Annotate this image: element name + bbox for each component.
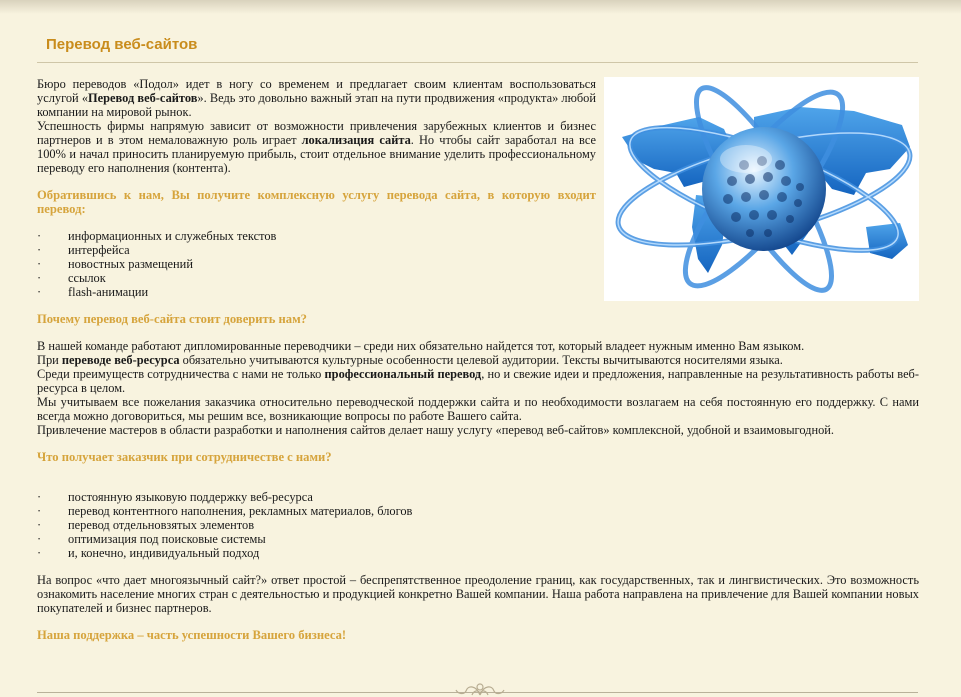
section-heading-benefits: Что получает заказчик при сотрудничестве с нами? (37, 450, 332, 464)
list-item: · flash-анимации (37, 285, 919, 299)
intro-paragraph-2: Успешность фирмы напрямую зависит от возможности привлечения зарубежных клиентов и бизнес партнеров и в этом немаловажную роль играет локализация сайта. Но чтобы сайт заработал на все 100% и начал приносить планируемую прибыль, стоит отдельное внимание уделить профессиональному переводу его наполнения (контента). (37, 119, 596, 175)
ornament-icon (452, 681, 508, 697)
list-item: · перевод контентного наполнения, рекламных материалов, блогов (37, 504, 919, 518)
why-paragraph-4: Мы учитываем все пожелания заказчика относительно переводческой поддержки сайта и по необходимости возлагаем на себя постоянную его поддержку. С нами всегда можно договориться, мы решим все, возникающие вопросы по работе Вашего сайта. (37, 395, 919, 423)
list-item: · ссылок (37, 271, 919, 285)
why-paragraph-3: Среди преимуществ сотрудничества с нами не только профессиональный перевод, но и свежие идеи и предложения, направленные на результативность работы веб-ресурса в целом. (37, 367, 919, 395)
list-item: · и, конечно, индивидуальный подход (37, 546, 919, 560)
list-item: · информационных и служебных текстов (37, 229, 919, 243)
intro-paragraph-1: Бюро переводов «Подол» идет в ногу со временем и предлагает своим клиентам воспользоваться услугой «Перевод веб-сайтов». Ведь это довольно важный этап на пути продвижения «продукта» любой компании на мировой рынок. (37, 77, 596, 119)
benefits-list (37, 490, 919, 560)
top-shadow (0, 0, 961, 14)
article-body (37, 77, 919, 642)
multilingual-paragraph: На вопрос «что дает многоязычный сайт?» ответ простой – беспрепятственное преодоление границ, как государственных, так и лингвистических. Это возможность ознакомить население многих стран с деятельностью и продукцией конкретно Вашей компании. Наша работа направлена на привлечение для Вашей компании новых покупателей и бизнес партнеров. (37, 573, 919, 615)
list-item: · постоянную языковую поддержку веб-ресурса (37, 490, 919, 504)
list-item: · новостных размещений (37, 257, 919, 271)
closing-heading: Наша поддержка – часть успешности Вашего бизнеса! (37, 628, 347, 642)
services-list (37, 229, 919, 299)
page-title: Перевод веб-сайтов (46, 36, 198, 53)
list-item: · перевод отдельновзятых элементов (37, 518, 919, 532)
section-heading-why-us: Почему перевод веб-сайта стоит доверить нам? (37, 312, 307, 326)
intro-emphasis-1: Перевод веб-сайтов (88, 91, 198, 105)
why-emphasis-2: профессиональный перевод (324, 367, 482, 381)
section-heading-services: Обратившись к нам, Вы получите комплексную услугу перевода сайта, в которую входит перевод: (37, 188, 596, 216)
why-paragraph-2: При переводе веб-ресурса обязательно учитываются культурные особенности целевой аудитории. Тексты вычитываются носителями языка. (37, 353, 783, 367)
list-item: · интерфейса (37, 243, 919, 257)
why-paragraph-5: Привлечение мастеров в области разработки и наполнения сайтов делает нашу услугу «перевод веб-сайтов» комплексной, удобной и взаимовыгодной. (37, 423, 835, 437)
title-divider (37, 62, 918, 63)
list-item: · оптимизация под поисковые системы (37, 532, 919, 546)
why-paragraph-1: В нашей команде работают дипломированные переводчики – среди них обязательно найдется тот, который владеет нужным именно Вам языком. (37, 339, 805, 353)
why-emphasis-1: переводе веб-ресурса (61, 353, 180, 367)
intro-emphasis-2: локализация сайта (301, 133, 411, 147)
